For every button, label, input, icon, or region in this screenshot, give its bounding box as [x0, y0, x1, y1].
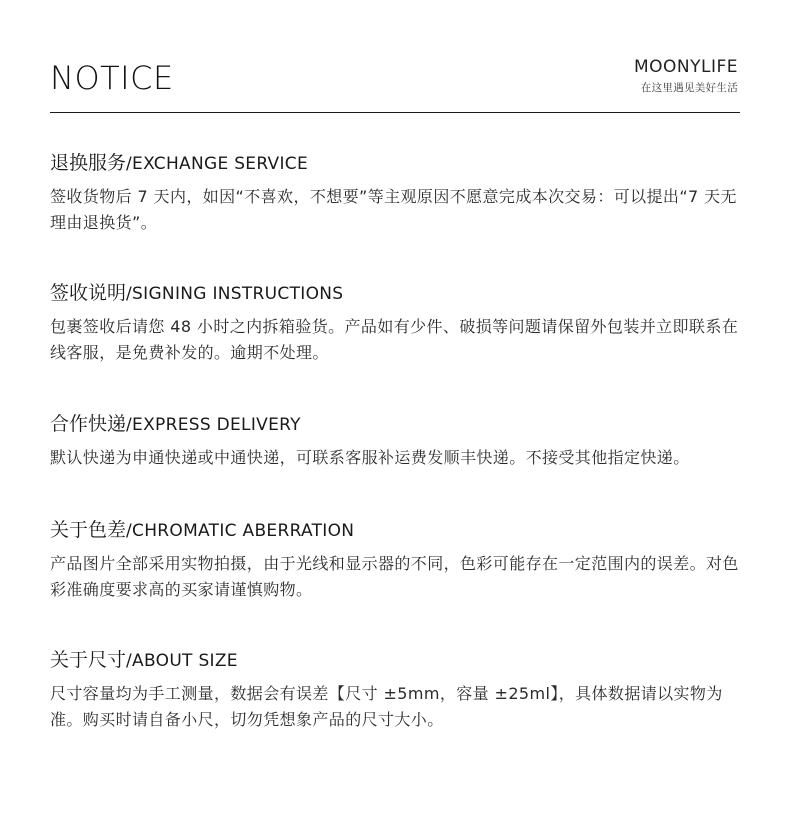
section-signing-instructions	[50, 281, 742, 366]
section-heading-cn: 关于尺寸	[50, 649, 127, 671]
section-body: 默认快递为申通快递或中通快递，可联系客服补运费发顺丰快递。不接受其他指定快递。	[50, 448, 690, 467]
notice-header	[50, 50, 740, 113]
brand-slogan: 在这里遇见美好生活	[640, 82, 738, 94]
section-heading-cn: 退换服务	[50, 152, 127, 174]
section-body: 包裹签收后请您 48 小时之内拆箱验货。产品如有少件、破损等问题请保留外包装并立即联系在线客服，是免费补发的。逾期不处理。	[50, 317, 739, 362]
section-heading-en: /EXCHANGE SERVICE	[126, 154, 308, 174]
brand-block	[634, 57, 738, 95]
section-heading-cn: 关于色差	[50, 519, 127, 541]
brand-name: MOONYLIFE	[633, 57, 738, 77]
section-heading	[50, 412, 742, 437]
section-heading-cn: 签收说明	[50, 282, 127, 304]
section-express-delivery	[50, 412, 742, 471]
section-heading	[50, 281, 742, 306]
section-exchange-service	[50, 151, 742, 236]
section-body: 产品图片全部采用实物拍摄，由于光线和显示器的不同，色彩可能存在一定范围内的误差。对色彩准确度要求高的买家请谨慎购物。	[50, 554, 739, 599]
section-heading-en: /CHROMATIC ABERRATION	[126, 521, 355, 541]
section-heading-en: /ABOUT SIZE	[126, 651, 238, 671]
section-body: 尺寸容量均为手工测量，数据会有误差【尺寸 ±5mm，容量 ±25ml】，具体数据请以实物为准。购买时请自备小尺，切勿凭想象产品的尺寸大小。	[50, 684, 723, 729]
section-heading	[50, 518, 742, 543]
section-heading-en: /SIGNING INSTRUCTIONS	[126, 284, 344, 304]
section-about-size	[50, 648, 742, 733]
section-heading	[50, 648, 742, 673]
section-body: 签收货物后 7 天内，如因“不喜欢，不想要”等主观原因不愿意完成本次交易：可以提出“7 天无理由退换货”。	[50, 187, 737, 232]
section-heading	[50, 151, 742, 176]
section-chromatic-aberration	[50, 518, 742, 603]
page-title: NOTICE	[50, 59, 174, 97]
section-heading-cn: 合作快递	[50, 413, 127, 435]
section-heading-en: /EXPRESS DELIVERY	[126, 415, 301, 435]
